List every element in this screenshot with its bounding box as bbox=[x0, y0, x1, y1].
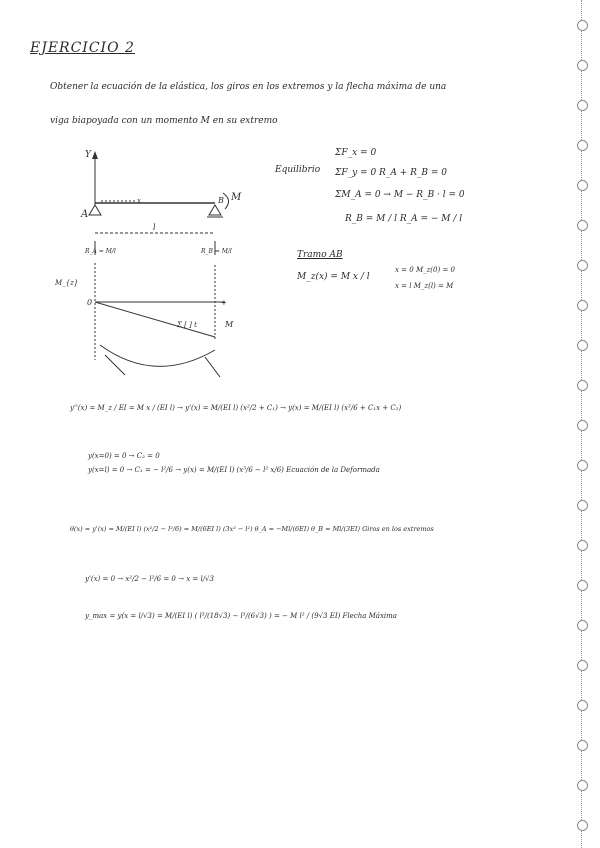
binder-hole bbox=[577, 820, 588, 831]
reaction-a: R_A = M/l bbox=[85, 248, 116, 255]
equilibrium-eq-3: ΣM_A = 0 → M − R_B · l = 0 bbox=[335, 190, 465, 200]
binder-hole bbox=[577, 660, 588, 671]
binder-hole bbox=[577, 580, 588, 591]
binder-edge bbox=[581, 0, 592, 848]
binder-hole bbox=[577, 220, 588, 231]
binder-hole bbox=[577, 700, 588, 711]
section-label: Tramo AB bbox=[297, 250, 343, 260]
equilibrium-eq-2: ΣF_y = 0 R_A + R_B = 0 bbox=[335, 168, 447, 178]
support-b-label: B bbox=[218, 196, 224, 205]
beam-diagram bbox=[55, 145, 245, 390]
exercise-heading: EJERCICIO 2 bbox=[30, 40, 135, 56]
support-a-label: A bbox=[81, 209, 89, 220]
x-label: x bbox=[137, 197, 141, 205]
binder-hole bbox=[577, 540, 588, 551]
y-axis-label: Y bbox=[85, 150, 91, 160]
moment-axis-label: M_{z} bbox=[55, 279, 79, 287]
binder-hole bbox=[577, 60, 588, 71]
equation-label: Σ [ ] t bbox=[177, 321, 197, 329]
equation-line-1: y''(x) = M_z / EI = M x / (EI l) → y'(x) = M/(EI l) (x²/2 + C₁) → y(x) = M/(EI l) (x³/6 + C₁x + C₂) bbox=[70, 404, 402, 412]
binder-hole bbox=[577, 780, 588, 791]
binder-hole bbox=[577, 620, 588, 631]
binder-hole bbox=[577, 740, 588, 751]
equation-line-4: θ(x) = y'(x) = M/(EI l) (x²/2 − l²/6) = M/(6EI l) (3x² − l²) θ_A = −Ml/(6EI) θ_B = Ml/(3EI) Giros en los extremos bbox=[70, 525, 434, 533]
moment-label: M bbox=[231, 192, 242, 203]
moment-right-label: M bbox=[225, 320, 234, 329]
binder-hole bbox=[577, 100, 588, 111]
equilibrium-eq-1: ΣF_x = 0 bbox=[335, 148, 377, 158]
equation-line-3: y(x=l) = 0 → C₁ = − l²/6 → y(x) = M/(EI l) (x³/6 − l² x/6) Ecuación de la Deformada bbox=[88, 466, 380, 474]
plus-label: + bbox=[221, 299, 227, 307]
binder-hole bbox=[577, 260, 588, 271]
binder-hole bbox=[577, 180, 588, 191]
binder-hole bbox=[577, 500, 588, 511]
statement-line-1: Obtener la ecuación de la elástica, los giros en los extremos y la flecha máxima de una bbox=[50, 82, 447, 92]
binder-hole bbox=[577, 20, 588, 31]
section-law: M_z(x) = M x / l bbox=[297, 272, 370, 282]
binder-hole bbox=[577, 340, 588, 351]
binder-hole bbox=[577, 420, 588, 431]
reaction-b: R_B = M/l bbox=[201, 248, 232, 255]
binder-hole bbox=[577, 460, 588, 471]
equation-line-2: y(x=0) = 0 → C₂ = 0 bbox=[88, 452, 160, 460]
equilibrium-eq-4: R_B = M / l R_A = − M / l bbox=[345, 214, 463, 224]
equilibrium-label: Equilibrio bbox=[275, 165, 321, 175]
zero-label: 0 bbox=[87, 298, 93, 307]
binder-hole bbox=[577, 380, 588, 391]
length-label: l bbox=[153, 223, 156, 232]
equation-line-6: y_max = y(x = l/√3) = M/(EI l) ( l³/(18√3) − l³/(6√3) ) = − M l² / (9√3 EI) Flecha Máxima bbox=[85, 612, 397, 620]
equation-line-5: y'(x) = 0 → x²/2 − l²/6 = 0 → x = l/√3 bbox=[85, 575, 214, 583]
section-cond-2: x = l M_z(l) = M bbox=[395, 282, 454, 290]
statement-line-2: viga biapoyada con un momento M en su extremo bbox=[50, 116, 278, 126]
binder-hole bbox=[577, 140, 588, 151]
binder-hole bbox=[577, 300, 588, 311]
section-cond-1: x = 0 M_z(0) = 0 bbox=[395, 266, 455, 274]
